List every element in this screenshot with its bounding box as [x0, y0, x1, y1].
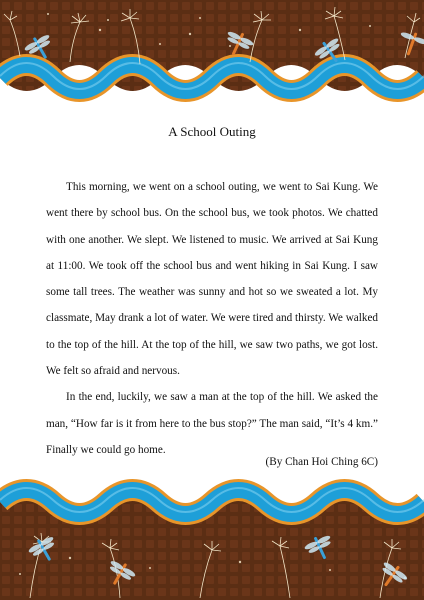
story-paragraph: This morning, we went on a school outing, we went to Sai Kung. We went there by school bus. On the school bus, we took photos. We chatted with one another. We slept. We listened to music. We arrived at Sai Kung at 11:00. We took off the school bus and went hiking in Sai Kung. I saw some tall trees. The weather was sunny and hot so we sweated a lot. My classmate, May drank a lot of water. We were tired and thirsty. We walked to the top of the hill. At the top of the hill, we saw two paths, we got lost. We felt so afraid and nervous.: [46, 181, 378, 378]
author-byline: (By Chan Hoi Ching 6C): [265, 456, 378, 468]
story-paragraph: In the end, luckily, we saw a man at the top of the hill. We asked the man, “How far is it from here to the bus stop?” The man said, “It’s 4 km.” Finally we could go home.: [46, 391, 378, 456]
story-title: A School Outing: [168, 124, 256, 139]
bottom-decorative-border: [0, 478, 424, 600]
story-body: [46, 174, 378, 463]
top-decorative-border: [0, 0, 424, 118]
